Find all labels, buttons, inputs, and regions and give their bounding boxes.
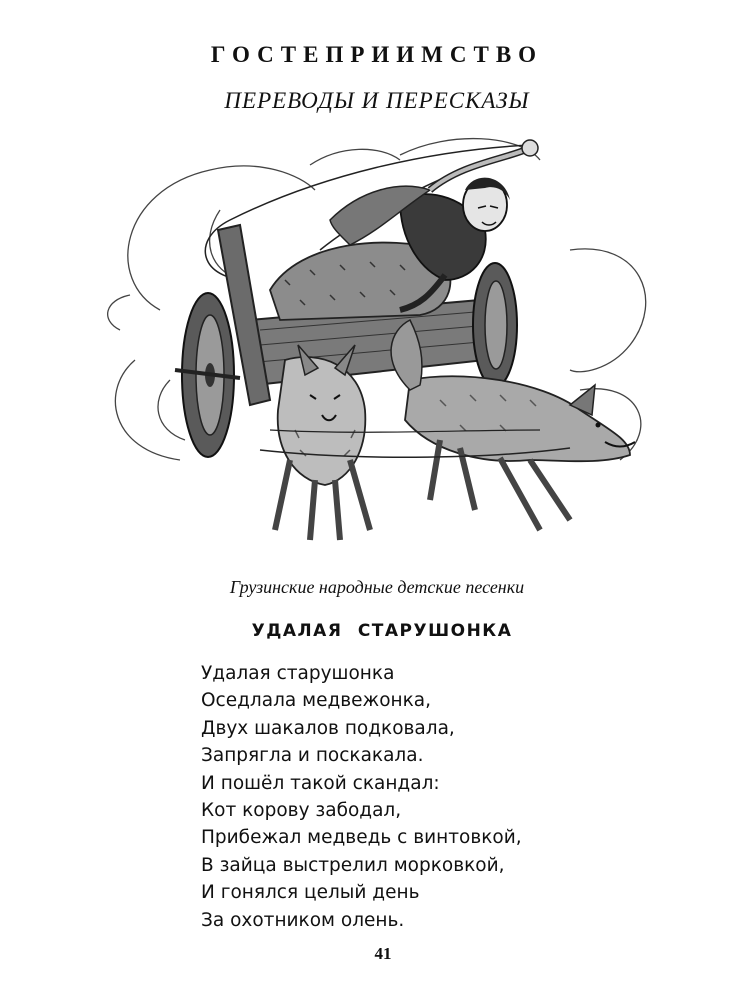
poem-title: УДАЛАЯ СТАРУШОНКА (251, 621, 513, 641)
poem-line: Запрягла и поскакала. (201, 745, 424, 767)
page-number: 41 (374, 944, 392, 963)
poem-text (201, 660, 522, 934)
poem-line: Двух шакалов подковала, (201, 717, 455, 739)
poem-line: И пошёл такой скандал: (201, 772, 440, 794)
poem-line: За охотником олень. (201, 909, 405, 931)
poem-line: Кот корову забодал, (201, 800, 402, 822)
section-subtitle: ПЕРЕВОДЫ И ПЕРЕСКАЗЫ (224, 88, 530, 113)
section-title: ГОСТЕПРИИМСТВО (210, 42, 544, 67)
poem-line: Прибежал медведь с винтовкой, (201, 827, 522, 849)
poem-line: В зайца выстрелил морковкой, (201, 854, 505, 876)
collection-caption: Грузинские народные детские песенки (229, 577, 525, 597)
poem-line: И гонялся целый день (201, 882, 420, 904)
poem-line: Оседлала медвежонка, (201, 690, 431, 712)
old-woman-driving-cart-pulled-by-jackals-icon (100, 130, 660, 560)
poem-line: Удалая старушонка (201, 663, 395, 684)
